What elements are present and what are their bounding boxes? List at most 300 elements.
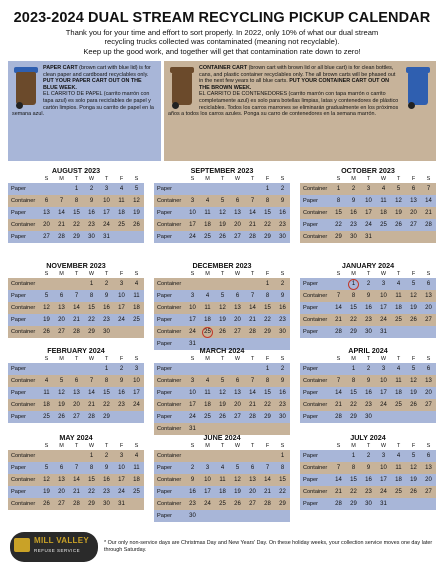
weekday-label: S: [134, 356, 139, 362]
day-cell: [185, 302, 200, 314]
day-cell: [84, 207, 99, 219]
day-cell: [99, 486, 114, 498]
day-cell: [406, 326, 421, 338]
day-number: 18: [219, 489, 226, 495]
day-cell: [114, 207, 129, 219]
day-cell: [391, 474, 406, 486]
day-cell: [39, 219, 54, 231]
day-cell: [215, 231, 230, 243]
day-cell: [129, 290, 144, 302]
day-number: 16: [365, 477, 372, 483]
day-cell: [391, 462, 406, 474]
weekday-label: T: [250, 271, 255, 277]
container-cart-call: PUT YOUR CONTAINER CART OUT ON THE BROWN WEEK.: [199, 78, 390, 91]
day-number: 12: [219, 390, 226, 396]
day-number: 31: [189, 426, 196, 432]
day-number: 3: [381, 453, 386, 459]
day-number: 16: [88, 210, 95, 216]
day-number: 10: [204, 477, 211, 483]
day-number: 14: [73, 477, 80, 483]
day-number: 11: [380, 198, 387, 204]
day-number: 30: [88, 234, 95, 240]
day-cell: [421, 290, 436, 302]
day-cell: [376, 474, 391, 486]
day-number: 13: [425, 378, 432, 384]
day-number: 20: [73, 402, 80, 408]
day-number: 25: [204, 234, 211, 240]
day-number: 22: [73, 222, 80, 228]
day-cell: [129, 278, 144, 290]
day-number: 23: [350, 222, 357, 228]
day-cell: [406, 399, 421, 411]
week-label: Paper: [11, 186, 26, 192]
day-number: 11: [219, 477, 226, 483]
day-number: 25: [395, 489, 402, 495]
day-cell: [275, 363, 290, 375]
day-number: 11: [395, 293, 402, 299]
day-cell: [215, 183, 230, 195]
day-cell: [185, 375, 200, 387]
day-cell: [376, 183, 391, 195]
day-number: 3: [119, 281, 124, 287]
day-number: 24: [380, 489, 387, 495]
day-number: 5: [396, 186, 401, 192]
day-number: 25: [43, 414, 50, 420]
day-cell: [376, 411, 391, 423]
week-label: Container: [303, 465, 328, 471]
day-cell: [129, 195, 144, 207]
day-cell: [406, 474, 421, 486]
day-number: 27: [249, 501, 256, 507]
day-cell: [54, 450, 69, 462]
week-label: Container: [157, 198, 182, 204]
day-number: 7: [74, 293, 79, 299]
day-number: 25: [219, 501, 226, 507]
week-label: Paper: [11, 293, 26, 299]
day-number: 16: [103, 305, 110, 311]
day-cell: [200, 231, 215, 243]
day-cell: [406, 486, 421, 498]
day-cell: [99, 498, 114, 510]
week-label: Paper: [157, 234, 172, 240]
day-cell: [99, 474, 114, 486]
day-cell: [129, 326, 144, 338]
weekday-label: S: [426, 271, 431, 277]
day-number: 16: [103, 477, 110, 483]
day-cell: [361, 399, 376, 411]
day-cell: [200, 462, 215, 474]
day-number: 20: [410, 210, 417, 216]
weekday-label: F: [265, 356, 270, 362]
day-cell: [84, 474, 99, 486]
day-cell: [200, 363, 215, 375]
day-number: 28: [335, 329, 342, 335]
day-cell: [406, 195, 421, 207]
week-label: Paper: [157, 293, 172, 299]
day-number: 17: [380, 477, 387, 483]
weekday-label: M: [351, 356, 356, 362]
day-number: 7: [59, 198, 64, 204]
day-cell: [129, 207, 144, 219]
month-title: JULY 2024: [350, 433, 386, 442]
day-cell: [129, 486, 144, 498]
day-cell: [346, 195, 361, 207]
weekday-label: M: [351, 271, 356, 277]
weekday-label: M: [59, 176, 64, 182]
day-cell: [406, 498, 421, 510]
weekday-label: W: [88, 271, 95, 277]
day-cell: [84, 278, 99, 290]
weekday-label: T: [250, 356, 255, 362]
weekday-label: T: [74, 356, 79, 362]
day-cell: [361, 363, 376, 375]
month-calendar: [154, 433, 290, 522]
day-number: 24: [133, 402, 140, 408]
day-cell: [230, 510, 245, 522]
day-number: 28: [335, 414, 342, 420]
day-number: 15: [264, 210, 271, 216]
day-cell: [230, 219, 245, 231]
day-number: 21: [425, 210, 432, 216]
day-number: 30: [365, 501, 372, 507]
day-number: 2: [280, 186, 285, 192]
day-number: 13: [234, 210, 241, 216]
day-cell: [69, 474, 84, 486]
day-number: 12: [234, 477, 241, 483]
day-cell: [129, 411, 144, 423]
day-cell: [200, 219, 215, 231]
day-number: 26: [219, 234, 226, 240]
weekday-label: S: [44, 443, 49, 449]
week-label: Paper: [303, 453, 318, 459]
day-cell: [99, 290, 114, 302]
day-number: 22: [350, 402, 357, 408]
day-cell: [376, 486, 391, 498]
day-cell: [260, 314, 275, 326]
day-number: 5: [220, 378, 225, 384]
day-number: 26: [133, 222, 140, 228]
day-number: 3: [190, 378, 195, 384]
day-cell: [346, 219, 361, 231]
day-cell: [129, 183, 144, 195]
day-number: 20: [234, 222, 241, 228]
day-number: 13: [43, 210, 50, 216]
day-number: 13: [234, 390, 241, 396]
day-cell: [421, 278, 436, 290]
day-number: 10: [189, 210, 196, 216]
day-cell: [54, 195, 69, 207]
day-cell: [114, 314, 129, 326]
day-cell: [260, 207, 275, 219]
day-number: 23: [189, 501, 196, 507]
month-calendar: [154, 346, 290, 435]
day-number: 20: [58, 489, 65, 495]
day-cell: [275, 302, 290, 314]
day-cell: [361, 462, 376, 474]
day-cell: [39, 290, 54, 302]
day-cell: [69, 195, 84, 207]
day-cell: [245, 219, 260, 231]
day-number: 14: [249, 210, 256, 216]
day-cell: [129, 302, 144, 314]
day-number: 3: [119, 453, 124, 459]
weekday-label: W: [380, 443, 387, 449]
day-number: 20: [249, 489, 256, 495]
day-cell: [69, 278, 84, 290]
day-number: 8: [104, 378, 109, 384]
weekday-label: F: [411, 356, 416, 362]
intro-line: Keep up the good work, and together will get that contamination rate down to zero!: [83, 46, 361, 56]
day-number: 8: [89, 293, 94, 299]
day-number: 26: [395, 222, 402, 228]
day-number: 5: [411, 366, 416, 372]
container-cart-text: (brown cart with brown lid or all blue cart) is for clean bottles, cans, and plastic container recyclables only. The all brown carts will be phased out in the next few years to all blue carts.: [199, 65, 396, 85]
day-number: 13: [425, 465, 432, 471]
container-cart-icon-brown: [170, 67, 194, 109]
day-cell: [215, 363, 230, 375]
week-row-paper: [300, 278, 436, 290]
week-label: Paper: [11, 390, 26, 396]
day-number: 9: [280, 198, 285, 204]
day-number: 30: [365, 329, 372, 335]
day-cell: [346, 387, 361, 399]
day-number: 7: [336, 465, 341, 471]
day-cell: [230, 314, 245, 326]
day-number: 27: [234, 414, 241, 420]
day-cell: [84, 290, 99, 302]
day-cell: [376, 498, 391, 510]
day-number: 24: [189, 234, 196, 240]
day-cell: [215, 195, 230, 207]
day-number: 6: [235, 378, 240, 384]
day-number: 18: [395, 305, 402, 311]
day-cell: [245, 183, 260, 195]
day-cell: [114, 498, 129, 510]
day-number: 24: [103, 222, 110, 228]
month-title: NOVEMBER 2023: [46, 261, 106, 270]
day-number: 22: [264, 317, 271, 323]
day-number: 8: [351, 378, 356, 384]
weekday-label: T: [220, 176, 225, 182]
day-cell: [245, 231, 260, 243]
weekday-label: F: [119, 443, 124, 449]
day-cell: [69, 462, 84, 474]
week-label: Container: [11, 501, 36, 507]
day-cell: [230, 207, 245, 219]
week-row-container: [300, 486, 436, 498]
day-number: 8: [265, 198, 270, 204]
day-cell: [391, 314, 406, 326]
day-number: 23: [365, 489, 372, 495]
day-number: 6: [235, 293, 240, 299]
day-number: 16: [189, 489, 196, 495]
day-number: 4: [134, 453, 139, 459]
day-cell: [361, 486, 376, 498]
day-number: 21: [88, 402, 95, 408]
day-cell: [185, 195, 200, 207]
day-number: 1: [280, 453, 285, 459]
day-cell: [215, 290, 230, 302]
day-cell: [346, 314, 361, 326]
week-label: Paper: [11, 489, 26, 495]
day-number: 28: [264, 501, 271, 507]
day-number: 29: [335, 234, 342, 240]
day-number: 14: [335, 477, 342, 483]
day-number: 9: [366, 378, 371, 384]
day-cell: [129, 363, 144, 375]
day-number: 5: [44, 293, 49, 299]
day-cell: [376, 450, 391, 462]
day-cell: [245, 462, 260, 474]
day-cell: [54, 387, 69, 399]
day-cell: [361, 498, 376, 510]
weekday-label: T: [396, 271, 401, 277]
day-cell: [69, 183, 84, 195]
day-cell: [421, 387, 436, 399]
week-row-container: [154, 375, 290, 387]
day-number: 10: [189, 305, 196, 311]
day-cell: [406, 411, 421, 423]
day-number: 7: [336, 293, 341, 299]
day-number: 3: [134, 366, 139, 372]
day-cell: [331, 474, 346, 486]
week-row-container: [8, 450, 144, 462]
day-number: 29: [350, 414, 357, 420]
day-cell: [421, 207, 436, 219]
weekday-label: F: [119, 356, 124, 362]
day-number: 5: [220, 198, 225, 204]
day-cell: [230, 450, 245, 462]
day-cell: [260, 363, 275, 375]
week-row-container: [154, 278, 290, 290]
day-cell: [54, 498, 69, 510]
day-cell: [260, 290, 275, 302]
day-number: 31: [380, 501, 387, 507]
day-cell: [406, 375, 421, 387]
day-cell: [421, 399, 436, 411]
weekday-label: F: [119, 176, 124, 182]
day-cell: [39, 278, 54, 290]
footnote: * Our only non-service days are Christmas Day and New Years' Day. On these holiday weeks, your collection service moves one day later through Saturday.: [104, 540, 433, 553]
day-cell: [391, 302, 406, 314]
day-number: 17: [380, 390, 387, 396]
day-number: 28: [249, 414, 256, 420]
week-label: Paper: [11, 317, 26, 323]
week-label: Paper: [303, 329, 318, 335]
day-cell: [114, 290, 129, 302]
day-cell: [331, 207, 346, 219]
week-label: Paper: [303, 366, 318, 372]
day-number: 11: [204, 390, 211, 396]
day-cell: [331, 411, 346, 423]
day-cell: [185, 486, 200, 498]
day-number: 4: [220, 465, 225, 471]
day-cell: [275, 399, 290, 411]
day-number: 21: [249, 222, 256, 228]
week-row-container: [154, 302, 290, 314]
day-cell: [376, 326, 391, 338]
day-number: 11: [133, 293, 140, 299]
day-cell: [361, 450, 376, 462]
day-cell: [215, 498, 230, 510]
week-label: Container: [11, 281, 36, 287]
day-cell: [245, 363, 260, 375]
day-number: 22: [88, 317, 95, 323]
day-number: 21: [249, 317, 256, 323]
day-cell: [260, 326, 275, 338]
day-cell: [260, 498, 275, 510]
day-cell: [99, 363, 114, 375]
day-cell: [39, 231, 54, 243]
day-cell: [185, 278, 200, 290]
day-cell: [99, 375, 114, 387]
day-number: 7: [250, 198, 255, 204]
day-number: 13: [425, 293, 432, 299]
holiday-circle: [202, 327, 213, 338]
day-cell: [275, 498, 290, 510]
day-cell: [69, 314, 84, 326]
week-row-container: [8, 278, 144, 290]
week-label: Container: [11, 329, 36, 335]
day-number: 20: [234, 317, 241, 323]
day-number: 5: [134, 186, 139, 192]
logo-subtitle: REFUSE SERVICE: [34, 548, 81, 553]
day-number: 31: [365, 234, 372, 240]
day-cell: [391, 195, 406, 207]
weekday-label: F: [411, 443, 416, 449]
day-cell: [54, 375, 69, 387]
week-row-container: [8, 219, 144, 231]
day-number: 7: [336, 378, 341, 384]
day-cell: [69, 326, 84, 338]
week-row-paper: [154, 411, 290, 423]
day-number: 1: [265, 281, 270, 287]
day-cell: [260, 195, 275, 207]
day-number: 4: [205, 198, 210, 204]
day-cell: [346, 399, 361, 411]
weekday-label: M: [59, 271, 64, 277]
day-cell: [245, 302, 260, 314]
day-number: 1: [351, 281, 356, 287]
day-cell: [406, 450, 421, 462]
day-number: 9: [351, 198, 356, 204]
day-cell: [421, 450, 436, 462]
week-row-paper: [8, 363, 144, 375]
intro-text: [20, 28, 424, 56]
day-cell: [245, 326, 260, 338]
day-cell: [376, 231, 391, 243]
day-cell: [114, 326, 129, 338]
weekday-label: S: [134, 443, 139, 449]
day-cell: [406, 302, 421, 314]
month-calendar: [300, 261, 436, 338]
day-cell: [39, 207, 54, 219]
day-number: 1: [74, 186, 79, 192]
day-cell: [331, 290, 346, 302]
day-number: 30: [189, 513, 196, 519]
day-cell: [99, 302, 114, 314]
weekday-label: M: [205, 176, 210, 182]
week-label: Container: [11, 305, 36, 311]
day-cell: [331, 375, 346, 387]
day-number: 19: [219, 222, 226, 228]
day-cell: [331, 219, 346, 231]
day-cell: [391, 387, 406, 399]
day-cell: [84, 387, 99, 399]
weekday-label: S: [426, 356, 431, 362]
day-cell: [114, 462, 129, 474]
day-cell: [346, 498, 361, 510]
